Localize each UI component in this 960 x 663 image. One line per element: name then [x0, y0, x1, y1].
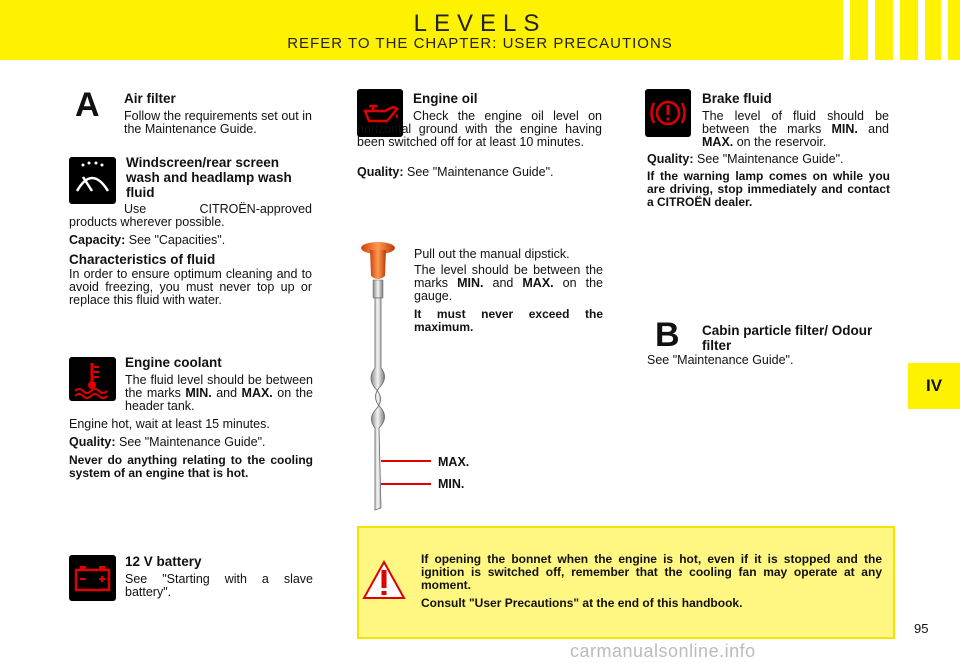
- capacity-label: Capacity:: [69, 233, 126, 247]
- cabin-filter-text: See "Maintenance Guide".: [647, 353, 794, 367]
- washer-text: Use CITROËN-approved products wherever possible.: [69, 202, 312, 229]
- coolant-max: MAX.: [241, 386, 273, 400]
- coolant-warning: Never do anything relating to the cooling system of an engine that is hot.: [69, 453, 313, 480]
- engine-oil-text: Check the engine oil level on horizontal ground with the engine having been switched off for at least 10 minutes.: [357, 109, 602, 149]
- brake-fluid-title: Brake fluid: [702, 91, 772, 106]
- coolant-title: Engine coolant: [125, 355, 222, 370]
- hot-warning-consult: Consult "User Precautions" at the end of this handbook.: [421, 596, 743, 610]
- letter-b-marker: B: [655, 316, 680, 354]
- header-stripe: [918, 0, 925, 60]
- brake-warning-icon: [645, 89, 691, 137]
- page-title: LEVELS: [413, 10, 547, 37]
- min-mark-line: [381, 483, 431, 485]
- dipstick-max: MAX.: [522, 276, 554, 290]
- max-mark-line: [381, 460, 431, 462]
- engine-oil-quality-text: See "Maintenance Guide".: [403, 165, 554, 179]
- coolant-quality-text: See "Maintenance Guide".: [115, 435, 266, 449]
- hot-warning-text: If opening the bonnet when the engine is hot, even if it is stopped and the ignition is switched off, remember that the cooling fan may operate at any moment.: [421, 552, 882, 592]
- dipstick-never-text: It must never exceed the maximum.: [414, 307, 603, 334]
- header-stripe: [893, 0, 900, 60]
- brake-warning-text: If the warning lamp comes on while you are driving, stop immediately and contact a CITROËN dealer.: [647, 169, 890, 209]
- engine-oil-title: Engine oil: [413, 91, 478, 106]
- dipstick-max-label: MAX.: [438, 455, 470, 469]
- battery-text: See "Starting with a slave battery".: [125, 572, 313, 599]
- header-stripe: [941, 0, 948, 60]
- coolant-min: MIN.: [185, 386, 212, 400]
- dipstick-level-post: on the gauge.: [414, 276, 603, 303]
- chapter-tab[interactable]: IV: [908, 363, 960, 409]
- fluid-characteristics-title: Characteristics of fluid: [69, 252, 216, 267]
- battery-icon: [69, 555, 116, 601]
- brake-quality: [647, 153, 890, 166]
- coolant-temperature-icon: [69, 357, 116, 401]
- air-filter-text: Follow the requirements set out in the Maintenance Guide.: [124, 109, 312, 136]
- engine-oil-quality: [357, 166, 602, 179]
- page-subtitle: REFER TO THE CHAPTER: USER PRECAUTIONS: [287, 35, 673, 52]
- washer-capacity: [69, 234, 312, 247]
- cabin-filter-title: Cabin particle filter/ Odour filter: [702, 323, 873, 353]
- coolant-text: [125, 374, 313, 413]
- letter-a-marker: A: [75, 86, 100, 124]
- battery-title: 12 V battery: [125, 554, 202, 569]
- dipstick-min-label: MIN.: [438, 477, 465, 491]
- brake-and: and: [857, 122, 889, 136]
- header-stripe: [868, 0, 875, 60]
- warning-triangle-icon: [362, 560, 406, 600]
- washer-icon: [69, 157, 116, 204]
- fluid-characteristics-text: In order to ensure optimum cleaning and to avoid freezing, you must never top up or replace this fluid with water.: [69, 267, 312, 307]
- dipstick-level-pre: The level should be between the marks: [414, 263, 603, 290]
- coolant-text-pre: The fluid level should be between the marks: [125, 373, 313, 400]
- page-number: 95: [914, 621, 929, 636]
- dipstick-illustration: [355, 238, 405, 513]
- coolant-quality-label: Quality:: [69, 435, 116, 449]
- capacity-text: See "Capacities".: [125, 233, 226, 247]
- watermark: carmanualsonline.info: [570, 641, 756, 661]
- dipstick-level-text: [414, 264, 603, 303]
- coolant-text-post: on the header tank.: [125, 386, 313, 413]
- brake-quality-text: See "Maintenance Guide".: [693, 152, 844, 166]
- brake-text-post: on the reservoir.: [733, 135, 827, 149]
- washer-title: Windscreen/rear screen wash and headlamp wash fluid: [126, 155, 292, 200]
- brake-min: MIN.: [831, 122, 858, 136]
- brake-fluid-text: [702, 110, 889, 149]
- dipstick-pull-text: Pull out the manual dipstick.: [414, 247, 570, 261]
- header-stripe: [843, 0, 850, 60]
- dipstick-min: MIN.: [457, 276, 484, 290]
- brake-max: MAX.: [702, 135, 734, 149]
- engine-oil-quality-label: Quality:: [357, 165, 404, 179]
- coolant-and: and: [211, 386, 242, 400]
- brake-text-pre: The level of fluid should be between the marks: [702, 109, 889, 136]
- air-filter-title: Air filter: [124, 91, 176, 106]
- brake-quality-label: Quality:: [647, 152, 694, 166]
- coolant-quality: [69, 436, 313, 449]
- coolant-hot-text: Engine hot, wait at least 15 minutes.: [69, 417, 270, 431]
- dipstick-and: and: [483, 276, 523, 290]
